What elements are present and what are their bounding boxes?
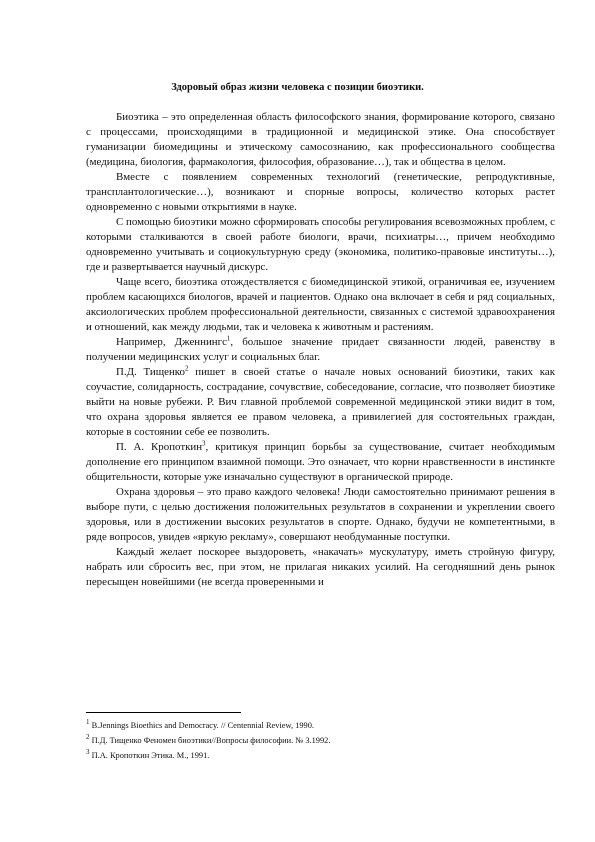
paragraph-text: П.Д. Тищенко — [116, 366, 185, 378]
footnote-ref[interactable]: 3 — [202, 439, 206, 448]
document-title: Здоровый образ жизни человека с позиции биоэтики. — [171, 82, 424, 93]
paragraph: Вместе с появлением современных технологий (генетические, репродуктивные, трансплантологические…), возникают и спорные вопросы, количество которых растет одновременно с новыми открытиями в науке. — [86, 171, 555, 213]
footnote-separator — [86, 712, 241, 713]
footnote — [86, 748, 555, 763]
paragraph: Биоэтика – это определенная область философского знания, формирование которого, связано с процессами, происходящими в традиционной и медицинской этике. Она способствует гуманизации биомедицины и этическому самосознанию, как профессионального сообщества (медицина, биология, фармакология, философия, образование…), так и общества в целом. — [86, 111, 555, 168]
footnote-ref[interactable]: 1 — [226, 334, 231, 343]
footnote-number: 1 — [86, 718, 90, 727]
paragraph — [86, 365, 555, 440]
paragraph-text: П. А. Кропоткин — [116, 441, 203, 453]
footnote-text: П.А. Кропоткин Этика. М., 1991. — [89, 751, 210, 760]
paragraph-text: Например, Дженнингс — [116, 336, 227, 348]
footnote-text: B.Jennings Bioethics and Democracy. // Centennial Review, 1990. — [89, 721, 315, 730]
paragraph: Каждый желает поскорее выздороветь, «накачать» мускулатуру, иметь стройную фигуру, набрать или сбросить вес, при этом, не прилагая никаких усилий. На сегодняшний день рынок пересыщен новейшими (не всегда проверенными и — [86, 546, 555, 588]
paragraph-text: пишет в своей статье о начале новых оснований биоэтики, таких как соучастие, солидарность, сострадание, сочувствие, собеседование, согласие, что позволяет биоэтике выйти на новые рубежи. Р. Вич главной проблемой современной медицинской этики видит в том, что охрана здоровья является ее правом человека, а привилегией для состоятельных граждан, которые в состоянии себе ее позволить. — [86, 366, 556, 438]
paragraph-text: , большое значение придает связанности людей, равенству в получении медицинских услуг и социальных благ. — [86, 336, 556, 363]
footnote-text: П.Д. Тищенко Феномен биоэтики//Вопросы философии. № 3.1992. — [89, 736, 331, 745]
footnote — [86, 733, 555, 748]
paragraph — [86, 335, 555, 365]
paragraph: Охрана здоровья – это право каждого человека! Люди самостоятельно принимают решения в выборе пути, с целью достижения положительных результатов в сохранении и укреплении своего здоровья, или в достижении высоких результатов в спорте. Однако, будучи не компетентными, в ряде вопросов, увидев «яркую рекламу», совершают необдуманные поступки. — [86, 486, 555, 543]
paragraph: С помощью биоэтики можно сформировать способы регулирования всевозможных проблем, с которыми сталкиваются в своей работе биологи, врачи, психиатры…, причем необходимо одновременно учитывать и социокультурную среду (экономика, политико-правовые институты…), где и развертывается научный дискурс. — [86, 216, 555, 273]
footnotes — [86, 718, 555, 763]
document-body — [86, 110, 555, 590]
paragraph-text: , критикуя принцип борьбы за существование, считает необходимым дополнение его принципом взаимной помощи. Это означает, что корни нравственности в инстинкте общительности, которые уже изначально существуют в органической природе. — [86, 441, 555, 483]
footnote-number: 3 — [86, 748, 90, 757]
paragraph: Чаще всего, биоэтика отождествляется с биомедицинской этикой, ограничивая ее, изучением проблем касающихся биологов, врачей и пациентов. Однако она включает в себя и ряд социальных, аксиологических проблем профессиональной деятельности, связанных с системой здравоохранения и отношений, как между людьми, так и человека к животным и растениям. — [86, 276, 555, 333]
footnote-ref[interactable]: 2 — [184, 364, 189, 373]
paragraph — [86, 440, 555, 485]
footnote-number: 2 — [86, 733, 90, 742]
footnote — [86, 718, 555, 733]
